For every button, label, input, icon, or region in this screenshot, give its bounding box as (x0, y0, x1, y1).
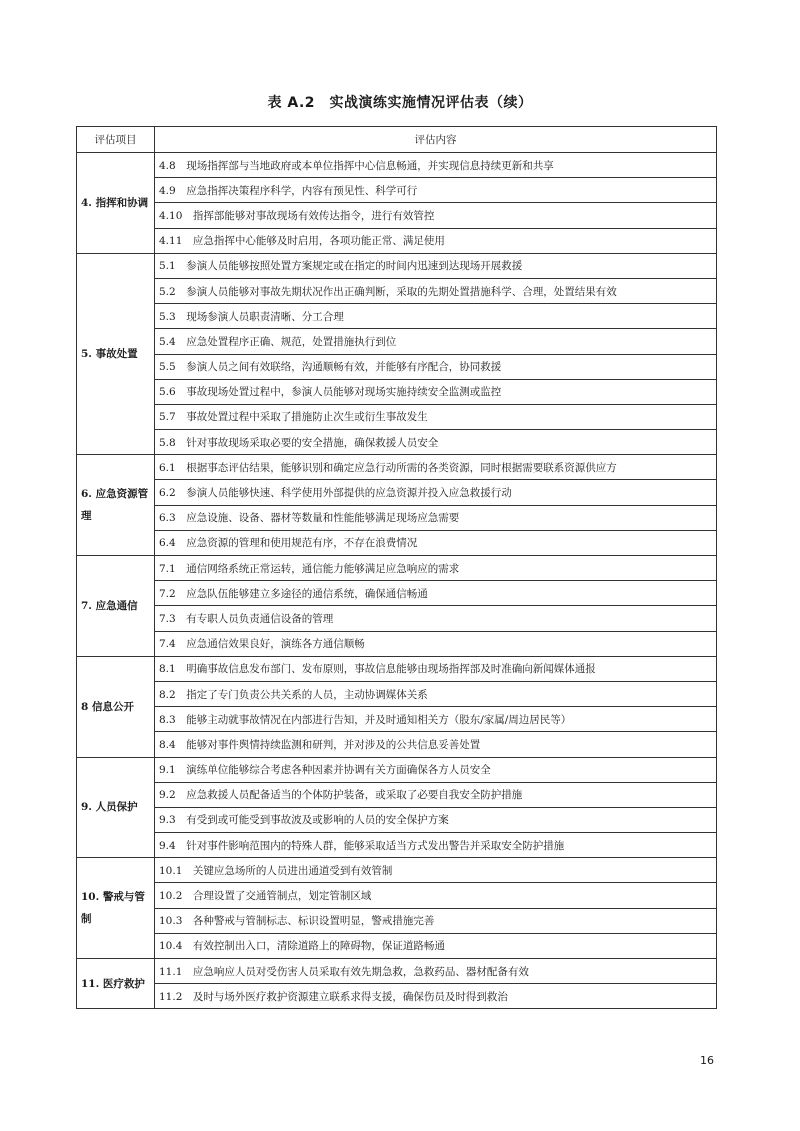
table-row (77, 656, 717, 681)
table-header-row (77, 127, 717, 153)
evaluation-item-cell: 11. 医疗救护 (77, 959, 155, 1009)
evaluation-content-cell: 5.6 事故现场处置过程中，参演人员能够对现场实施持续安全监测或监控 (155, 379, 717, 404)
header-evaluation-item: 评估项目 (77, 127, 155, 153)
table-row (77, 908, 717, 933)
table-row (77, 984, 717, 1009)
evaluation-table (76, 126, 717, 1009)
table-row (77, 404, 717, 429)
evaluation-content-cell: 9.1 演练单位能够综合考虑各种因素并协调有关方面确保各方人员安全 (155, 757, 717, 782)
evaluation-content-cell: 6.3 应急设施、设备、器材等数量和性能能够满足现场应急需要 (155, 505, 717, 530)
evaluation-content-cell: 5.5 参演人员之间有效联络，沟通顺畅有效，并能够有序配合，协同救援 (155, 354, 717, 379)
table-body (77, 153, 717, 1009)
table-row (77, 455, 717, 480)
table-row (77, 556, 717, 581)
table-row (77, 278, 717, 303)
table-row (77, 505, 717, 530)
table-row (77, 304, 717, 329)
evaluation-content-cell: 5.2 参演人员能够对事故先期状况作出正确判断，采取的先期处置措施科学、合理，处置结果有效 (155, 278, 717, 303)
table-row (77, 807, 717, 832)
evaluation-content-cell: 5.4 应急处置程序正确、规范，处置措施执行到位 (155, 329, 717, 354)
table-row (77, 732, 717, 757)
table-row (77, 782, 717, 807)
table-row (77, 354, 717, 379)
evaluation-content-cell: 4.9 应急指挥决策程序科学，内容有预见性、科学可行 (155, 178, 717, 203)
table-row (77, 757, 717, 782)
evaluation-content-cell: 10.3 各种警戒与管制标志、标识设置明显，警戒措施完善 (155, 908, 717, 933)
table-row (77, 253, 717, 278)
evaluation-content-cell: 5.8 针对事故现场采取必要的安全措施，确保救援人员安全 (155, 430, 717, 455)
evaluation-content-cell: 6.4 应急资源的管理和使用规范有序，不存在浪费情况 (155, 530, 717, 555)
evaluation-content-cell: 6.1 根据事态评估结果，能够识别和确定应急行动所需的各类资源，同时根据需要联系资源供应方 (155, 455, 717, 480)
evaluation-content-cell: 9.2 应急救援人员配备适当的个体防护装备，或采取了必要自我安全防护措施 (155, 782, 717, 807)
table-row (77, 606, 717, 631)
evaluation-content-cell: 4.11 应急指挥中心能够及时启用，各项功能正常、满足使用 (155, 228, 717, 253)
table-row (77, 480, 717, 505)
table-row (77, 631, 717, 656)
table-row (77, 430, 717, 455)
evaluation-item-cell: 8 信息公开 (77, 656, 155, 757)
evaluation-content-cell: 7.2 应急队伍能够建立多途径的通信系统，确保通信畅通 (155, 581, 717, 606)
table-row (77, 883, 717, 908)
evaluation-item-cell: 4. 指挥和协调 (77, 153, 155, 254)
table-title: 表 A.2 实战演练实施情况评估表（续） (267, 95, 533, 111)
evaluation-content-cell: 8.1 明确事故信息发布部门、发布原则，事故信息能够由现场指挥部及时准确向新闻媒体通报 (155, 656, 717, 681)
evaluation-content-cell: 11.2 及时与场外医疗救护资源建立联系求得支援，确保伤员及时得到救治 (155, 984, 717, 1009)
evaluation-content-cell: 4.8 现场指挥部与当地政府或本单位指挥中心信息畅通，并实现信息持续更新和共享 (155, 153, 717, 178)
table-row (77, 681, 717, 706)
table-row (77, 530, 717, 555)
table-row (77, 707, 717, 732)
table-row (77, 153, 717, 178)
evaluation-item-cell: 6. 应急资源管理 (77, 455, 155, 556)
evaluation-content-cell: 10.2 合理设置了交通管制点，划定管制区域 (155, 883, 717, 908)
evaluation-content-cell: 4.10 指挥部能够对事故现场有效传达指令，进行有效管控 (155, 203, 717, 228)
evaluation-content-cell: 8.4 能够对事件舆情持续监测和研判，并对涉及的公共信息妥善处置 (155, 732, 717, 757)
table-row (77, 203, 717, 228)
evaluation-content-cell: 11.1 应急响应人员对受伤害人员采取有效先期急救，急救药品、器材配备有效 (155, 959, 717, 984)
evaluation-item-cell: 7. 应急通信 (77, 556, 155, 657)
evaluation-content-cell: 10.1 关键应急场所的人员进出通道受到有效管制 (155, 858, 717, 883)
evaluation-item-cell: 10. 警戒与管制 (77, 858, 155, 959)
evaluation-content-cell: 6.2 参演人员能够快速、科学使用外部提供的应急资源并投入应急救援行动 (155, 480, 717, 505)
table-row (77, 933, 717, 958)
table-row (77, 379, 717, 404)
table-row (77, 329, 717, 354)
evaluation-content-cell: 5.7 事故处置过程中采取了措施防止次生或衍生事故发生 (155, 404, 717, 429)
table-row (77, 959, 717, 984)
evaluation-item-cell: 9. 人员保护 (77, 757, 155, 858)
evaluation-item-cell: 5. 事故处置 (77, 253, 155, 455)
table-row (77, 228, 717, 253)
table-row (77, 178, 717, 203)
evaluation-content-cell: 8.3 能够主动就事故情况在内部进行告知，并及时通知相关方（股东/家属/周边居民等） (155, 707, 717, 732)
evaluation-content-cell: 5.1 参演人员能够按照处置方案规定或在指定的时间内迅速到达现场开展救援 (155, 253, 717, 278)
evaluation-content-cell: 7.3 有专职人员负责通信设备的管理 (155, 606, 717, 631)
table-row (77, 858, 717, 883)
evaluation-content-cell: 10.4 有效控制出入口，清除道路上的障碍物，保证道路畅通 (155, 933, 717, 958)
evaluation-content-cell: 7.1 通信网络系统正常运转，通信能力能够满足应急响应的需求 (155, 556, 717, 581)
evaluation-content-cell: 5.3 现场参演人员职责清晰、分工合理 (155, 304, 717, 329)
header-evaluation-content: 评估内容 (155, 127, 717, 153)
table-row (77, 581, 717, 606)
evaluation-content-cell: 9.3 有受到或可能受到事故波及或影响的人员的安全保护方案 (155, 807, 717, 832)
evaluation-content-cell: 8.2 指定了专门负责公共关系的人员，主动协调媒体关系 (155, 681, 717, 706)
table-row (77, 833, 717, 858)
page-number: 16 (700, 1054, 714, 1067)
evaluation-content-cell: 9.4 针对事件影响范围内的特殊人群，能够采取适当方式发出警告并采取安全防护措施 (155, 833, 717, 858)
evaluation-content-cell: 7.4 应急通信效果良好，演练各方通信顺畅 (155, 631, 717, 656)
